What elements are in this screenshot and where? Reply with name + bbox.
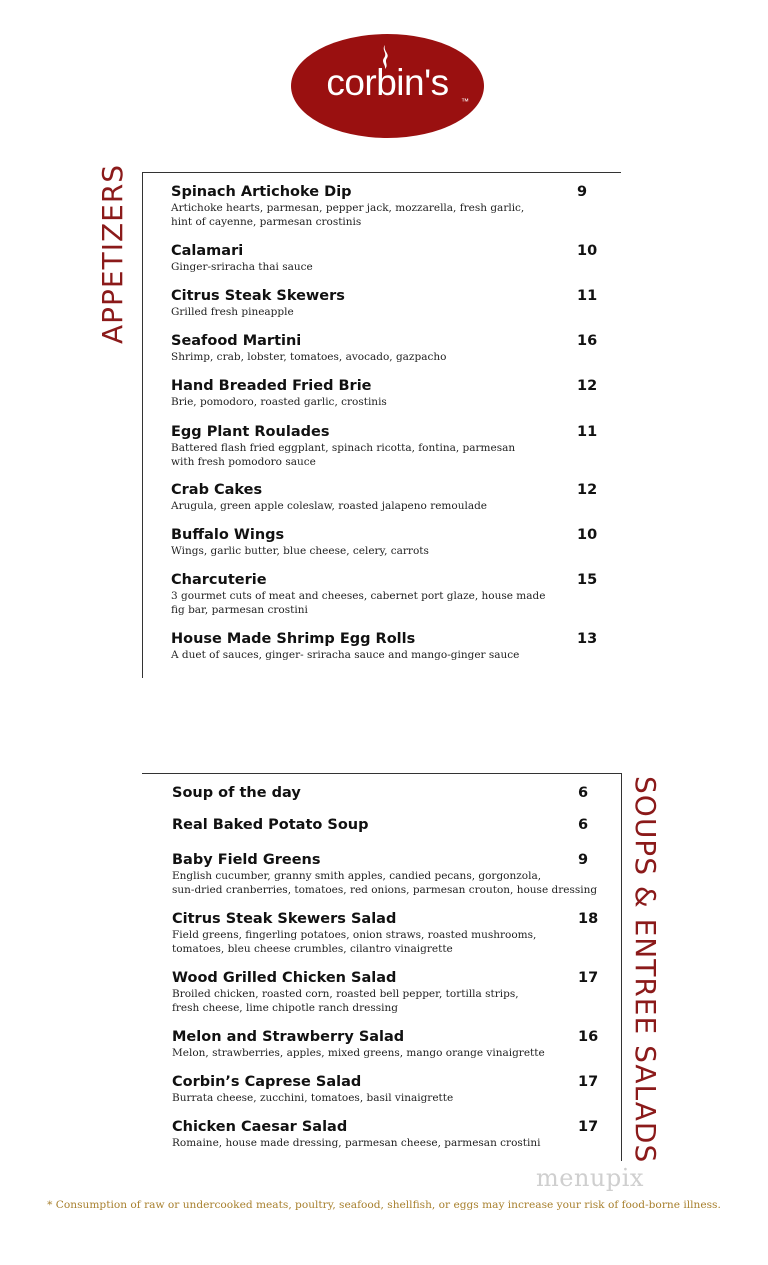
logo-text: corbin's [326,62,449,103]
menu-item [172,969,519,1015]
menu-item-name: Charcuterie [171,572,267,588]
menu-item [171,287,345,319]
appetizers-top-rule [142,172,621,173]
menu-item [172,851,597,897]
menu-item-name: Citrus Steak Skewers Salad [172,911,397,927]
menu-item-description: sun-dried cranberries, tomatoes, red onions, parmesan crouton, house dressing [172,884,598,896]
menu-item-name: Seafood Martini [171,333,302,349]
menu-item-price: 6 [578,785,589,801]
menu-item-price: 9 [578,852,589,868]
menu-item-price: 9 [577,184,588,200]
menu-item [171,332,446,364]
menu-item-description: fresh cheese, lime chipotle ranch dressing [172,1002,398,1014]
menu-item-description: English cucumber, granny smith apples, candied pecans, gorgonzola, [172,870,542,882]
menu-item-name: Crab Cakes [171,482,263,498]
menu-item [172,784,301,802]
menu-item-description: Shrimp, crab, lobster, tomatoes, avocado, gazpacho [171,351,447,363]
menu-item-price: 6 [578,817,589,833]
menu-item-price: 10 [577,243,598,259]
menu-item [171,571,545,617]
menu-item [171,630,519,662]
menu-item-price: 12 [577,378,598,394]
menu-item-name: Real Baked Potato Soup [172,817,369,833]
menu-item-price: 13 [577,631,598,647]
menu-item-description: Broiled chicken, roasted corn, roasted bell pepper, tortilla strips, [172,988,519,1000]
menu-item-name: Buffalo Wings [171,527,285,543]
menu-item-description: tomatoes, bleu cheese crumbles, cilantro vinaigrette [172,943,453,955]
menu-item-description: Battered flash fried eggplant, spinach ricotta, fontina, parmesan [171,442,516,454]
menu-item-description: Field greens, fingerling potatoes, onion straws, roasted mushrooms, [172,929,537,941]
menu-item [171,481,487,513]
menu-item-price: 15 [577,572,598,588]
menu-item [172,1118,540,1150]
soups-top-rule [142,773,621,774]
menu-item-description: Ginger-sriracha thai sauce [171,261,313,273]
menu-item-price: 12 [577,482,598,498]
menu-item-description: Melon, strawberries, apples, mixed greens, mango orange vinaigrette [172,1047,545,1059]
menu-item-name: Calamari [171,243,244,259]
menu-item [172,816,369,834]
menu-item [171,242,313,274]
menu-item [171,423,515,469]
menu-item [172,1028,545,1060]
menu-item [171,526,429,558]
menu-item-description: Wings, garlic butter, blue cheese, celery, carrots [171,545,429,557]
menu-item-description: fig bar, parmesan crostini [171,604,308,616]
appetizers-heading: APPETIZERS [96,163,129,344]
menu-item-name: Hand Breaded Fried Brie [171,378,372,394]
menu-item-name: Corbin’s Caprese Salad [172,1074,362,1090]
menu-item-description: Brie, pomodoro, roasted garlic, crostinis [171,396,387,408]
appetizers-side-rule [142,172,143,678]
menu-item [172,910,536,956]
soups-salads-heading: SOUPS & ENTREE SALADS [629,776,662,1164]
menu-item-name: Egg Plant Roulades [171,424,330,440]
menu-item-price: 18 [578,911,599,927]
menu-item-price: 17 [578,970,599,986]
menu-item-name: Citrus Steak Skewers [171,288,345,304]
menu-item-name: Spinach Artichoke Dip [171,184,352,200]
menu-item-price: 11 [577,424,598,440]
menupix-watermark: menupix [536,1164,644,1192]
corbins-logo [291,34,484,138]
menu-item-description: Artichoke hearts, parmesan, pepper jack, mozzarella, fresh garlic, [171,202,525,214]
menu-item-description: Burrata cheese, zucchini, tomatoes, basil vinaigrette [172,1092,454,1104]
menu-item-name: Baby Field Greens [172,852,321,868]
menu-item-name: Chicken Caesar Salad [172,1119,348,1135]
menu-item-name: Wood Grilled Chicken Salad [172,970,397,986]
soups-side-rule [621,773,622,1161]
menu-item-name: Soup of the day [172,785,301,801]
menu-item-price: 17 [578,1074,599,1090]
menu-item-price: 16 [577,333,598,349]
food-safety-disclaimer: * Consumption of raw or undercooked meats, poultry, seafood, shellfish, or eggs may increase your risk of food-borne illness. [47,1199,721,1211]
menu-item-description: with fresh pomodoro sauce [171,456,316,468]
menu-item-price: 11 [577,288,598,304]
menu-item-description: Grilled fresh pineapple [171,306,294,318]
menu-item [171,183,524,229]
menu-item-description: Romaine, house made dressing, parmesan cheese, parmesan crostini [172,1137,541,1149]
menu-item-price: 16 [578,1029,599,1045]
menu-item-description: 3 gourmet cuts of meat and cheeses, cabernet port glaze, house made [171,590,546,602]
menu-item-description: A duet of sauces, ginger- sriracha sauce and mango-ginger sauce [171,649,520,661]
menu-item [171,377,387,409]
menu-item-description: hint of cayenne, parmesan crostinis [171,216,362,228]
menu-item [172,1073,453,1105]
menu-item-price: 17 [578,1119,599,1135]
menu-item-price: 10 [577,527,598,543]
logo-trademark: ™ [461,97,469,106]
menu-item-name: Melon and Strawberry Salad [172,1029,405,1045]
menu-item-description: Arugula, green apple coleslaw, roasted jalapeno remoulade [171,500,488,512]
menu-item-name: House Made Shrimp Egg Rolls [171,631,416,647]
